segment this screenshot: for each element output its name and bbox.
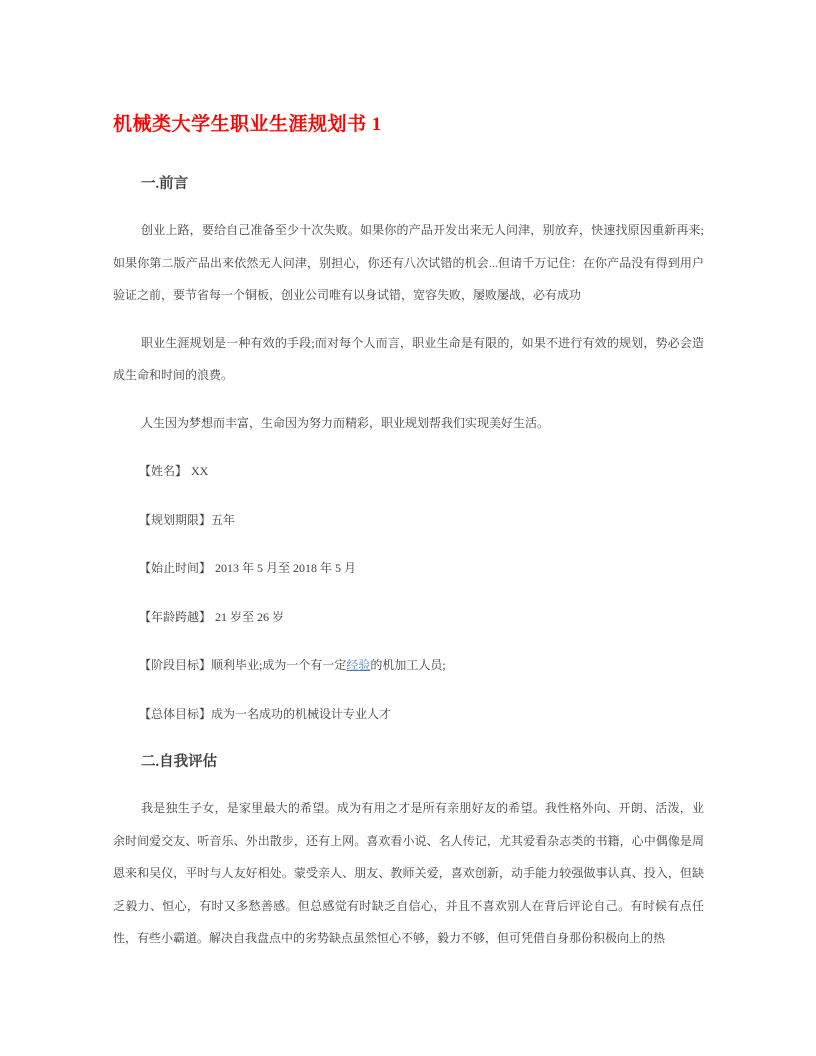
field-name (113, 455, 704, 488)
field-age-range-value: 21 岁至 26 岁 (215, 609, 285, 624)
field-overall-goal-value: 成为一名成功的机械设计专业人才 (211, 706, 392, 721)
self-assessment-paragraph-1: 我是独生子女，是家里最大的希望。成为有用之才是所有亲朋好友的希望。我性格外向、开朗、活泼，业余时间爱交友、听音乐、外出散步，还有上网。喜欢看小说、名人传记，尤其爱看杂志类的书籍，心中偶像是周恩来和吴仪，平时与人友好相处。蒙受亲人、朋友、教师关爱，喜欢创新，动手能力较强做事认真、投入，但缺乏毅力、恒心，有时又多愁善感。但总感觉有时缺乏自信心，并且不喜欢别人在背后评论自己。有时候有点任性，有些小霸道。解决自我盘点中的劣势缺点虽然恒心不够，毅力不够，但可凭借自身那份积极向上的热 (113, 801, 704, 945)
field-overall-goal-label: 【总体目标】 (139, 706, 212, 721)
field-time-span-value: 2013 年 5 月至 2018 年 5 月 (215, 561, 357, 575)
preface-paragraph-1: 创业上路，要给自己准备至少十次失败。如果你的产品开发出来无人问津，别放弃，快速找原因重新再来;如果你第二版产品出来依然无人问津，别担心，你还有八次试错的机会...但请千万记住：在你产品没有得到用户验证之前，要节省每一个铜板，创业公司唯有以身试错，宽容失败，屡败屡战，必有成功 (113, 223, 704, 302)
field-time-span (113, 552, 704, 585)
preface-paragraph-3: 人生因为梦想而丰富，生命因为努力而精彩，职业规划帮我们实现美好生活。 (141, 415, 550, 430)
field-stage-goal-value-before: 顺利毕业;成为一个有一定 (211, 658, 347, 672)
field-name-label: 【姓名】 (139, 464, 188, 478)
field-time-span-label: 【始止时间】 (139, 561, 212, 575)
field-stage-goal-label: 【阶段目标】 (139, 658, 212, 672)
field-age-range (113, 601, 704, 634)
field-planning-period-label: 【规划期限】 (139, 512, 212, 527)
field-planning-period-value: 五年 (211, 512, 236, 527)
field-name-value: XX (191, 464, 209, 478)
document-title: 机械类大学生职业生涯规划书 1 (113, 114, 382, 135)
section-heading-self-assessment: 二.自我评估 (141, 754, 218, 770)
section-heading-preface: 一.前言 (141, 176, 189, 192)
experience-link[interactable]: 经验 (346, 658, 371, 672)
field-age-range-label: 【年龄跨越】 (139, 609, 212, 624)
preface-paragraph-2: 职业生涯规划是一种有效的手段;而对每个人而言，职业生命是有限的，如果不进行有效的规划，势必会造成生命和时间的浪费。 (113, 335, 704, 382)
field-stage-goal-value-after: 的机加工人员; (370, 658, 446, 672)
field-overall-goal (113, 698, 704, 731)
field-planning-period (113, 504, 704, 537)
field-stage-goal (113, 649, 704, 682)
